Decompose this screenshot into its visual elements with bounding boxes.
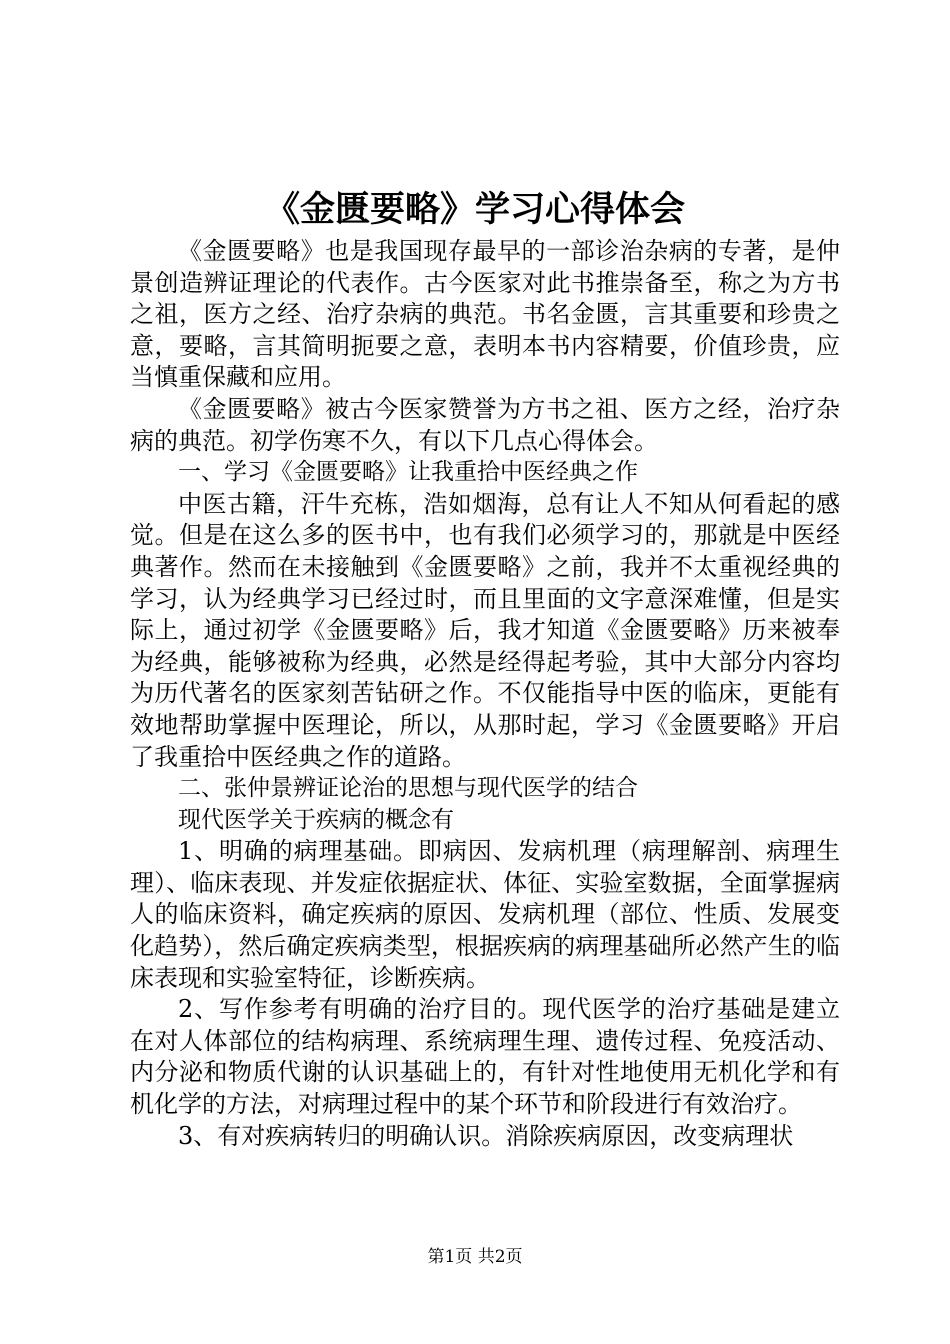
paragraph-item-2: 2、写作参考有明确的治疗目的。现代医学的治疗基础是建立在对人体部位的结构病理、系统病理生理、遗传过程、免疫活动、内分泌和物质代谢的认识基础上的，有针对性地使用无机化学和有机化学的方法，对病理过程中的某个环节和阶段进行有效治疗。 bbox=[130, 995, 840, 1119]
paragraph-modern-medicine-lead: 现代医学关于疾病的概念有 bbox=[178, 806, 454, 833]
document-title: 《金匮要略》学习心得体会 bbox=[264, 189, 685, 230]
paragraph-item-1: 1、明确的病理基础。即病因、发病机理（病理解剖、病理生理）、临床表现、并发症依据症状、体征、实验室数据，全面掌握病人的临床资料，确定疾病的原因、发病机理（部位、性质、发展变化趋势），然后确定疾病类型，根据疾病的病理基础所必然产生的临床表现和实验室特征，诊断疾病。 bbox=[130, 837, 840, 992]
page-number-footer: 第1页 共2页 bbox=[427, 1247, 523, 1267]
paragraph-item-3: 3、有对疾病转归的明确认识。消除疾病原因，改变病理状 bbox=[178, 1121, 794, 1150]
document-body bbox=[130, 236, 840, 1152]
paragraph-summary: 《金匮要略》被古今医家赞誉为方书之祖、医方之经，治疗杂病的典范。初学伤寒不久，有以下几点心得体会。 bbox=[130, 394, 840, 455]
paragraph-intro: 《金匮要略》也是我国现存最早的一部诊治杂病的专著，是仲景创造辨证理论的代表作。古今医家对此书推崇备至，称之为方书之祖，医方之经、治疗杂病的典范。书名金匮，言其重要和珍贵之意，要略，言其简明扼要之意，表明本书内容精要，价值珍贵，应当慎重保藏和应用。 bbox=[130, 237, 840, 392]
section-heading-1: 一、学习《金匮要略》让我重拾中医经典之作 bbox=[178, 459, 638, 486]
paragraph-section-1: 中医古籍，汗牛充栋，浩如烟海，总有让人不知从何看起的感觉。但是在这么多的医书中，也有我们必须学习的，那就是中医经典著作。然而在未接触到《金匮要略》之前，我并不太重视经典的学习，认为经典学习已经过时，而且里面的文字意深难懂，但是实际上，通过初学《金匮要略》后，我才知道《金匮要略》历来被奉为经典，能够被称为经典，必然是经得起考验，其中大部分内容均为历代著名的医家刻苦钻研之作。不仅能指导中医的临床，更能有效地帮助掌握中医理论，所以，从那时起，学习《金匮要略》开启了我重拾中医经典之作的道路。 bbox=[130, 489, 840, 771]
section-heading-2: 二、张仲景辨证论治的思想与现代医学的结合 bbox=[178, 775, 638, 802]
